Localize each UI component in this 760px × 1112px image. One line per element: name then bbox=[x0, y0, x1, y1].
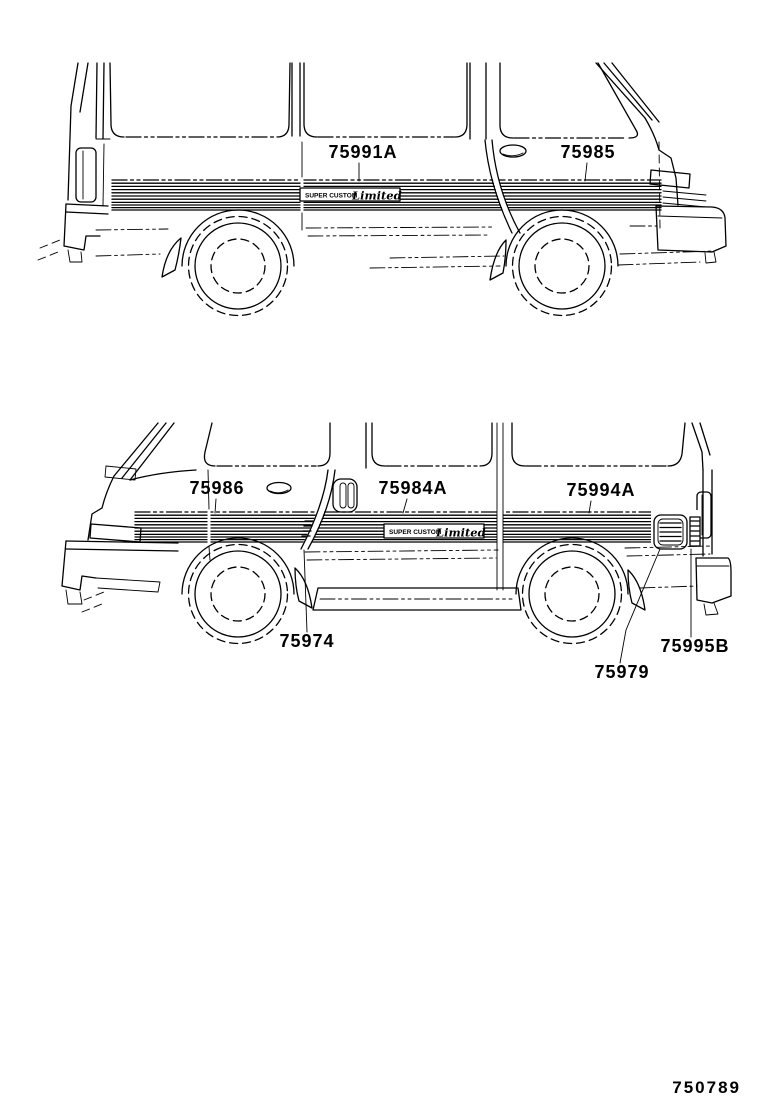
stripe-badge-text-limited: Limited bbox=[436, 525, 486, 540]
door-handle bbox=[267, 483, 291, 494]
mud-flap bbox=[162, 238, 181, 277]
leader-line bbox=[304, 550, 307, 632]
figure-number: 750789 bbox=[672, 1078, 741, 1097]
part-number-label: 75979 bbox=[594, 662, 650, 682]
part-number-label: 75991A bbox=[328, 142, 398, 162]
wheel-rear bbox=[523, 545, 622, 644]
front-blinker bbox=[90, 524, 141, 542]
stripe-badge-text-super-custom: SUPER CUSTOM bbox=[305, 192, 358, 200]
leader-line bbox=[585, 163, 587, 181]
rear-bumper bbox=[696, 558, 731, 615]
stripe-badge bbox=[300, 188, 402, 203]
part-number-label: 75974 bbox=[279, 631, 335, 651]
part-number-label: 75995B bbox=[660, 636, 730, 656]
stripe-badge bbox=[384, 524, 486, 540]
top-view-van bbox=[38, 63, 726, 316]
slide-door-handle bbox=[333, 479, 357, 512]
running-board bbox=[313, 588, 521, 610]
wheel-front bbox=[189, 545, 288, 644]
headlamp bbox=[650, 170, 690, 188]
stripe-badge-text-super-custom: SUPER CUSTOM bbox=[389, 529, 442, 536]
tail-lamp bbox=[76, 148, 96, 202]
part-number-label: 75986 bbox=[189, 478, 245, 498]
stripe-badge-text-limited: Limited bbox=[352, 188, 402, 203]
wheel-front bbox=[513, 217, 612, 316]
part-number-label: 75985 bbox=[560, 142, 616, 162]
mud-flap bbox=[490, 240, 506, 280]
part-number-label: 75984A bbox=[378, 478, 448, 498]
front-bumper bbox=[656, 206, 726, 263]
part-number-label: 75994A bbox=[566, 480, 636, 500]
leader-line bbox=[215, 499, 216, 513]
door-handle bbox=[500, 145, 526, 157]
mud-flap bbox=[295, 568, 312, 608]
wheel-rear bbox=[189, 217, 288, 316]
bottom-view-van bbox=[62, 423, 731, 682]
rear-bumper bbox=[64, 204, 108, 262]
front-bumper bbox=[62, 541, 178, 612]
leader-line bbox=[589, 501, 591, 513]
leader-line bbox=[403, 499, 407, 513]
leader-line bbox=[620, 549, 660, 663]
